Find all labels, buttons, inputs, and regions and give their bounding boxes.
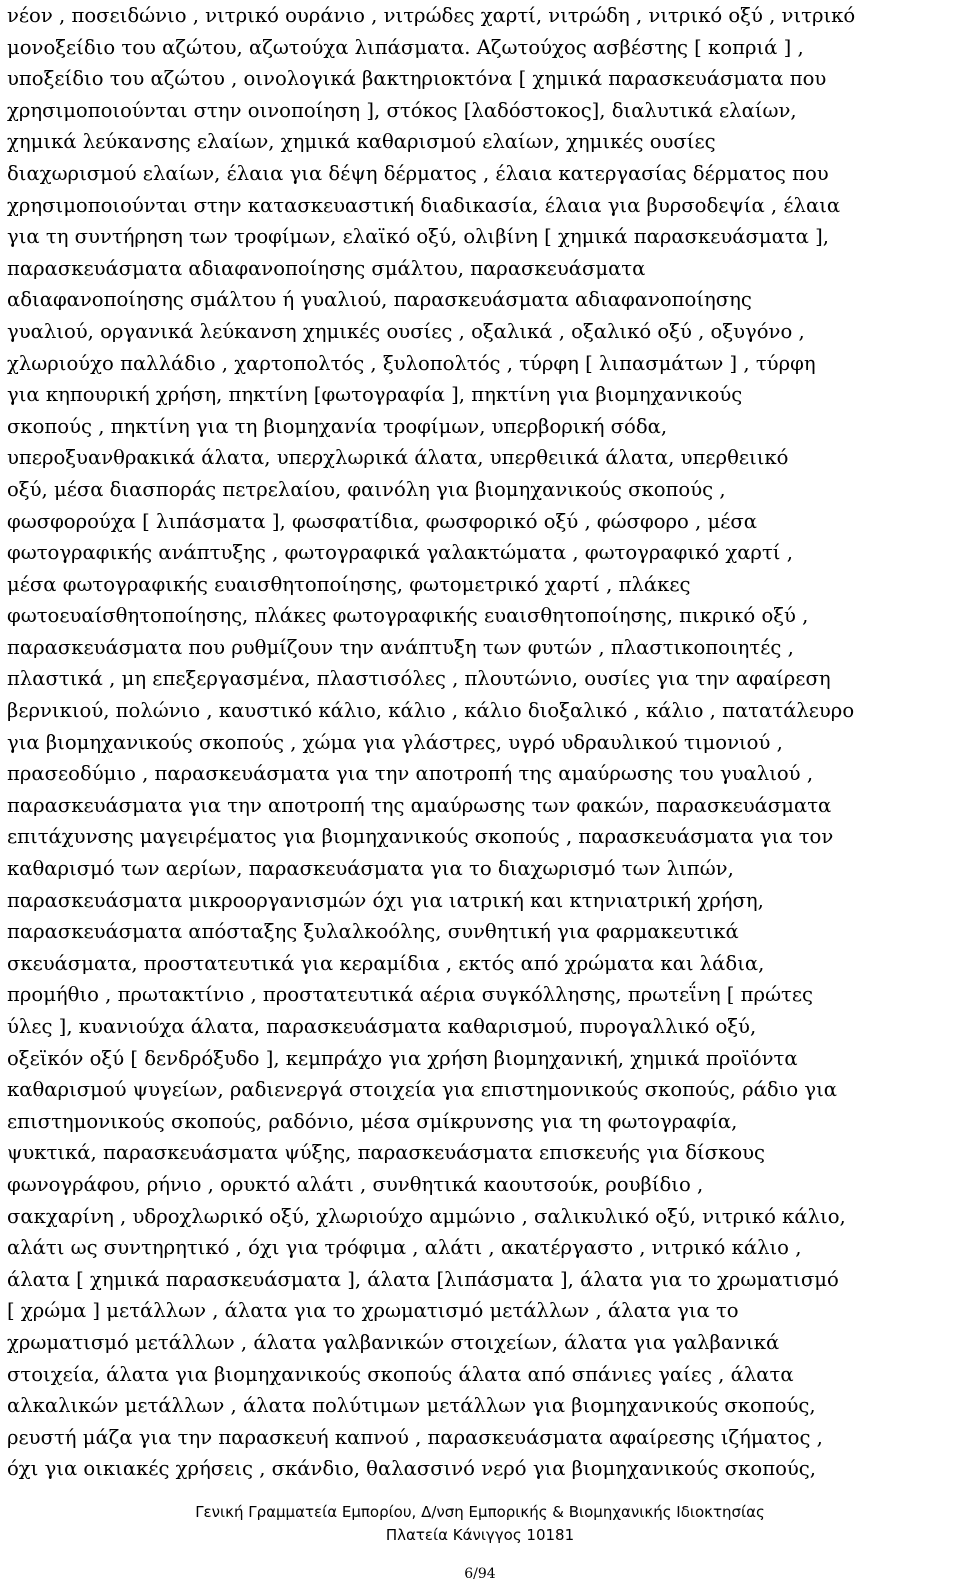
text-line: για βιομηχανικούς σκοπούς , χώμα για γλάστρες, υγρό υδραυλικού τιμονιού , <box>7 730 783 754</box>
text-line: μονοξείδιο του αζώτου, αζωτούχα λιπάσματα. Αζωτούχος ασβέστης [ κοπριά ] , <box>7 35 804 59</box>
text-line: υπεροξυανθρακικά άλατα, υπερχλωρικά άλατα, υπερθειικά άλατα, υπερθειικό <box>7 446 789 470</box>
text-line: φωνογράφου, ρήνιο , ορυκτό αλάτι , συνθητικά καουτσούκ, ρουβίδιο , <box>7 1172 704 1196</box>
text-line: ψυκτικά, παρασκευάσματα ψύξης, παρασκευάσματα επισκευής για δίσκους <box>7 1141 766 1165</box>
body-text <box>7 0 952 1485</box>
text-line: διαχωρισμού ελαίων, έλαια για δέψη δέρματος , έλαια κατεργασίας δέρματος που <box>7 161 829 185</box>
text-line: ρευστή μάζα για την παρασκευή καπνού , παρασκευάσματα αφαίρεσης ιζήματος , <box>7 1425 823 1449</box>
text-line: στοιχεία, άλατα για βιομηχανικούς σκοπούς άλατα από σπάνιες γαίες , άλατα <box>7 1362 794 1386</box>
text-line: αλάτι ως συντηρητικό , όχι για τρόφιμα , αλάτι , ακατέργαστο , νιτρικό κάλιο , <box>7 1236 802 1260</box>
text-line: παρασκευάσματα μικροοργανισμών όχι για ιατρική και κτηνιατρική χρήση, <box>7 888 764 912</box>
text-line: παρασκευάσματα απόσταξης ξυλαλκοόλης, συνθητική για φαρμακευτικά <box>7 920 739 944</box>
text-line: για τη συντήρηση των τροφίμων, ελαϊκό οξύ, ολιβίνη [ χημικά παρασκευάσματα ], <box>7 225 830 249</box>
text-line: αλκαλικών μετάλλων , άλατα πολύτιμων μετάλλων για βιομηχανικούς σκοπούς, <box>7 1394 816 1418</box>
text-line: νέον , ποσειδώνιο , νιτρικό ουράνιο , νιτρώδες χαρτί, νιτρώδη , νιτρικό οξύ , νιτρικό <box>7 4 856 27</box>
text-line: σκευάσματα, προστατευτικά για κεραμίδια , εκτός από χρώματα και λάδια, <box>7 951 765 975</box>
text-line: παρασκευάσματα για την αποτροπή της αμαύρωσης των φακών, παρασκευάσματα <box>7 793 832 817</box>
text-line: παρασκευάσματα αδιαφανοποίησης σμάλτου, παρασκευάσματα <box>7 256 646 280</box>
footer-address: Πλατεία Κάνιγγος 10181 <box>385 1526 575 1544</box>
text-line: πλαστικά , μη επεξεργασμένα, πλαστισόλες , πλουτώνιο, ουσίες για την αφαίρεση <box>7 667 831 691</box>
text-line: χλωριούχο παλλάδιο , χαρτοπολτός , ξυλοπολτός , τύρφη [ λιπασμάτων ] , τύρφη <box>7 351 816 375</box>
text-line: χρησιμοποιούνται στην οινοποίηση ], στόκος [λαδόστοκος], διαλυτικά ελαίων, <box>7 98 797 122</box>
text-line: πρασεοδύμιο , παρασκευάσματα για την αποτροπή της αμαύρωσης του γυαλιού , <box>7 762 814 786</box>
text-line: [ χρώμα ] μετάλλων , άλατα για το χρωματισμό μετάλλων , άλατα για το <box>7 1299 739 1323</box>
text-line: επιτάχυνσης μαγειρέματος για βιομηχανικούς σκοπούς , παρασκευάσματα για τον <box>7 825 834 849</box>
text-line: φωσφορούχα [ λιπάσματα ], φωσφατίδια, φωσφορικό οξύ , φώσφορο , μέσα <box>7 509 758 533</box>
text-line: φωτογραφικής ανάπτυξης , φωτογραφικά γαλακτώματα , φωτογραφικό χαρτί , <box>7 541 793 565</box>
text-line: χρωματισμό μετάλλων , άλατα γαλβανικών στοιχείων, άλατα για γαλβανικά <box>7 1330 780 1354</box>
text-line: καθαρισμού ψυγείων, ραδιενεργά στοιχεία για επιστημονικούς σκοπούς, ράδιο για <box>7 1078 838 1102</box>
text-line: οξύ, μέσα διασποράς πετρελαίου, φαινόλη για βιομηχανικούς σκοπούς , <box>7 477 726 501</box>
text-line: ύλες ], κυανιούχα άλατα, παρασκευάσματα καθαρισμού, πυρογαλλικό οξύ, <box>7 1015 757 1038</box>
text-line: όχι για οικιακές χρήσεις , σκάνδιο, θαλασσινό νερό για βιομηχανικούς σκοπούς, <box>7 1457 817 1481</box>
text-line: παρασκευάσματα που ρυθμίζουν την ανάπτυξη των φυτών , πλαστικοποιητές , <box>7 635 794 659</box>
text-line: καθαρισμό των αερίων, παρασκευάσματα για το διαχωρισμό των λιπών, <box>7 857 734 881</box>
text-line: χρησιμοποιούνται στην κατασκευαστική διαδικασία, έλαια για βυρσοδεψία , έλαια <box>7 193 841 217</box>
text-line: βερνικιού, πολώνιο , καυστικό κάλιο, κάλιο , κάλιο διοξαλικό , κάλιο , πατατάλευρο <box>7 699 855 723</box>
page-number: 6/94 <box>464 1566 496 1582</box>
text-line: για κηπουρική χρήση, πηκτίνη [φωτογραφία ], πηκτίνη για βιομηχανικούς <box>7 383 743 407</box>
text-line: σκοπούς , πηκτίνη για τη βιομηχανία τροφίμων, υπερβορική σόδα, <box>7 414 668 438</box>
text-line: γυαλιού, οργανικά λεύκανση χημικές ουσίες , οξαλικά , οξαλικό οξύ , οξυγόνο , <box>7 319 805 343</box>
text-line: υποξείδιο του αζώτου , οινολογικά βακτηριοκτόνα [ χημικά παρασκευάσματα που <box>7 67 827 91</box>
text-line: χημικά λεύκανσης ελαίων, χημικά καθαρισμού ελαίων, χημικές ουσίες <box>7 130 716 154</box>
footer-organization: Γενική Γραμματεία Εμπορίου, Δ/νση Εμπορικής & Βιομηχανικής Ιδιοκτησίας <box>195 1503 765 1521</box>
text-line: προμήθιο , πρωτακτίνιο , προστατευτικά αέρια συγκόλλησης, πρωτεΐνη [ πρώτες <box>7 983 814 1007</box>
text-line: μέσα φωτογραφικής ευαισθητοποίησης, φωτομετρικό χαρτί , πλάκες <box>7 572 691 596</box>
text-line: επιστημονικούς σκοπούς, ραδόνιο, μέσα σμίκρυνσης για τη φωτογραφία, <box>7 1109 738 1133</box>
text-line: οξεϊκόν οξύ [ δενδρόξυδο ], κεμπράχο για χρήση βιομηχανική, χημικά προϊόντα <box>7 1046 798 1070</box>
text-line: σακχαρίνη , υδροχλωρικό οξύ, χλωριούχο αμμώνιο , σαλικυλικό οξύ, νιτρικό κάλιο, <box>7 1204 846 1228</box>
text-line: αδιαφανοποίησης σμάλτου ή γυαλιού, παρασκευάσματα αδιαφανοποίησης <box>7 288 752 312</box>
text-line: φωτοευαίσθητοποίησης, πλάκες φωτογραφικής ευαισθητοποίησης, πικρικό οξύ , <box>7 604 809 628</box>
text-line: άλατα [ χημικά παρασκευάσματα ], άλατα [λιπάσματα ], άλατα για το χρωματισμό <box>7 1267 839 1291</box>
